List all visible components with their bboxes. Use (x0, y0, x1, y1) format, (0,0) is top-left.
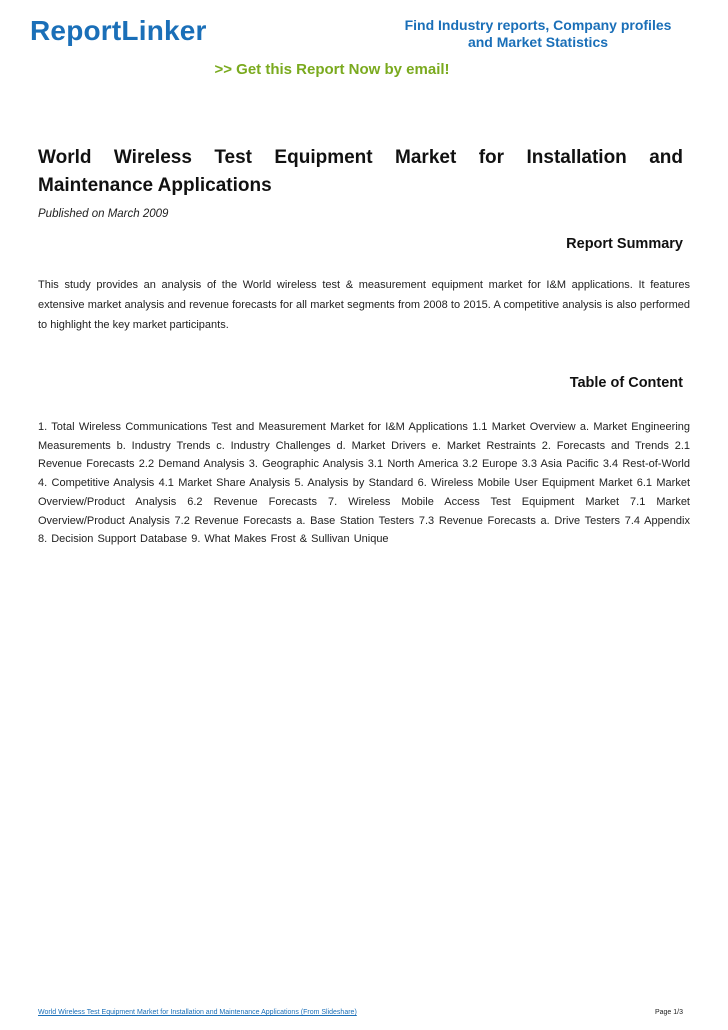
reportlinker-logo[interactable]: ReportLinker (30, 15, 207, 46)
get-report-link[interactable]: >> Get this Report Now by email! (214, 61, 450, 78)
report-title: World Wireless Test Equipment Market for Installation and Maintenance Applications (38, 147, 683, 196)
tagline-line-2: and Market Statistics (467, 34, 609, 50)
published-date: Published on March 2009 (38, 208, 169, 220)
footer-source-link[interactable]: World Wireless Test Equipment Market for Installation and Maintenance Applications (From Slideshare) (38, 1009, 357, 1016)
page-number: Page 1/3 (654, 1009, 683, 1016)
header-tagline (376, 17, 700, 51)
report-summary-heading: Report Summary (566, 236, 683, 252)
table-of-content-heading: Table of Content (569, 375, 683, 391)
tagline-line-1: Find Industry reports, Company profiles (404, 17, 672, 33)
table-of-content-text: 1. Total Wireless Communications Test and Measurement Market for I&M Applications 1.1 Market Overview a. Market Engineering Measurements b. Industry Trends c. Industry Challenges d. Market Drivers e. Market Restraints 2. Forecasts and Trends 2.1 Revenue Forecasts 2.2 Demand Analysis 3. Geographic Analysis 3.1 North America 3.2 Europe 3.3 Asia Pacific 3.4 Rest-of-World 4. Competitive Analysis 4.1 Market Share Analysis 5. Analysis by Standard 6. Wireless Mobile User Equipment Market 6.1 Market Overview/Product Analysis 6.2 Revenue Forecasts 7. Wireless Mobile Access Test Equipment Market 7.1 Market Overview/Product Analysis 7.2 Revenue Forecasts a. Base Station Testers 7.3 Revenue Forecasts a. Drive Testers 7.4 Appendix 8. Decision Support Database 9. What Makes Frost & Sullivan Unique (38, 421, 690, 546)
report-summary-text: This study provides an analysis of the World wireless test & measurement equipment market for I&M applications. It features extensive market analysis and revenue forecasts for all market segments from 2008 to 2015. A competitive analysis is also performed to highlight the key market participants. (38, 279, 690, 331)
